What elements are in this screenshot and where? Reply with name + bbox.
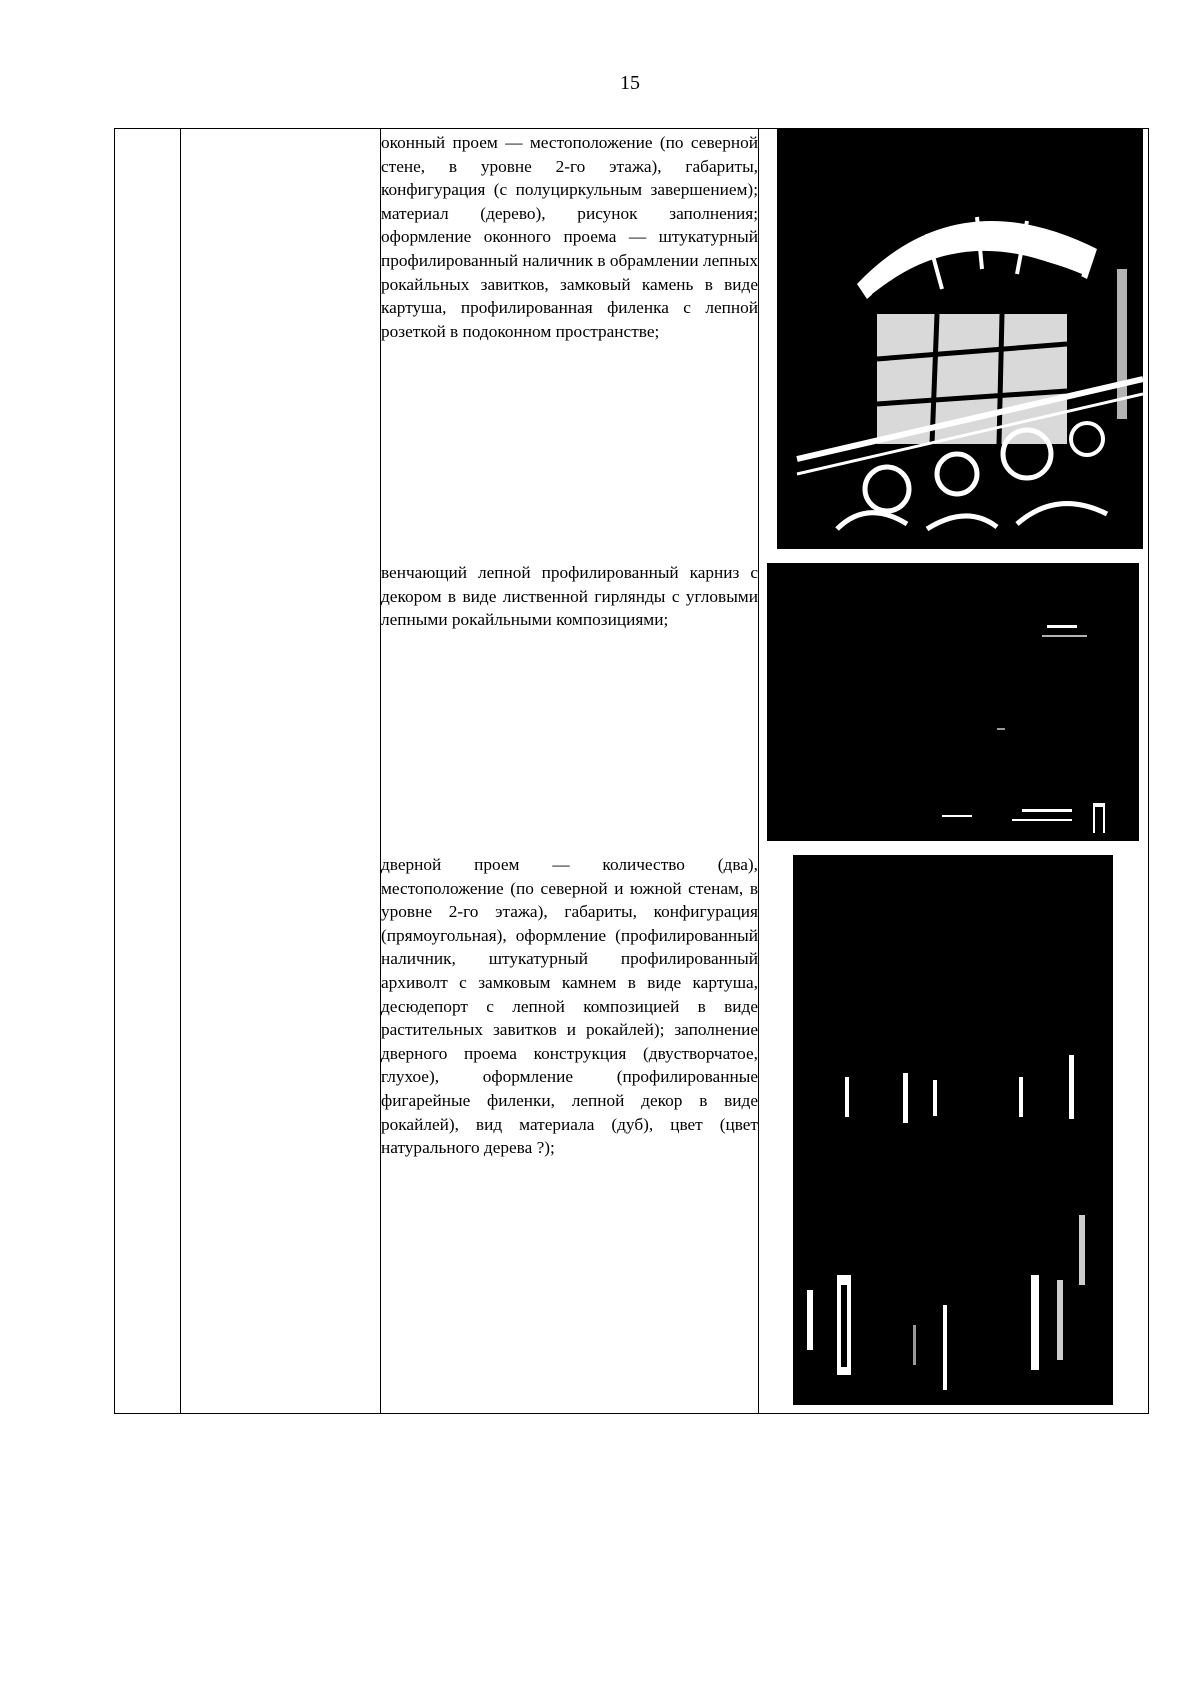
description-cell (381, 129, 759, 1414)
door-photo (793, 855, 1113, 1405)
object-name-cell (181, 129, 381, 1414)
photo-cell (759, 129, 1149, 1414)
door-description: дверной проем — количество (два), местоположение (по северной и южной стенам, в уровне 2-го этажа), габариты, конфигурация (прямоугольная), оформление (профилированный наличник, штукатурный профилированный архиволт с замковым камнем в виде картуша, десюдепорт с лепной композицией в виде растительных завитков и рокайлей); заполнение дверного проема конструкция (двустворчатое, глухое), оформление (профилированные фигарейные филенки, лепной декор в виде рокайлей), вид материала (дуб), цвет (цвет натурального дерева ?); (381, 855, 758, 1158)
window-photo (777, 129, 1143, 549)
document-table (114, 128, 1149, 1414)
page-number: 15 (620, 72, 640, 94)
number-cell (115, 129, 181, 1414)
table-row (115, 129, 1149, 1414)
cornice-description: венчающий лепной профилированный карниз с декором в виде лиственной гирлянды с угловыми лепными рокайльными композициями; (381, 563, 758, 630)
window-description: оконный проем — местоположение (по северной стене, в уровне 2-го этажа), габариты, конфигурация (с полуциркульным завершением); материал (дерево), рисунок заполнения; оформление оконного проема — штукатурный профилированный наличник в обрамлении лепных рокайльных завитков, замковый камень в виде картуша, профилированная филенка с лепной розеткой в подоконном пространстве; (381, 133, 758, 341)
cornice-photo (767, 563, 1139, 841)
